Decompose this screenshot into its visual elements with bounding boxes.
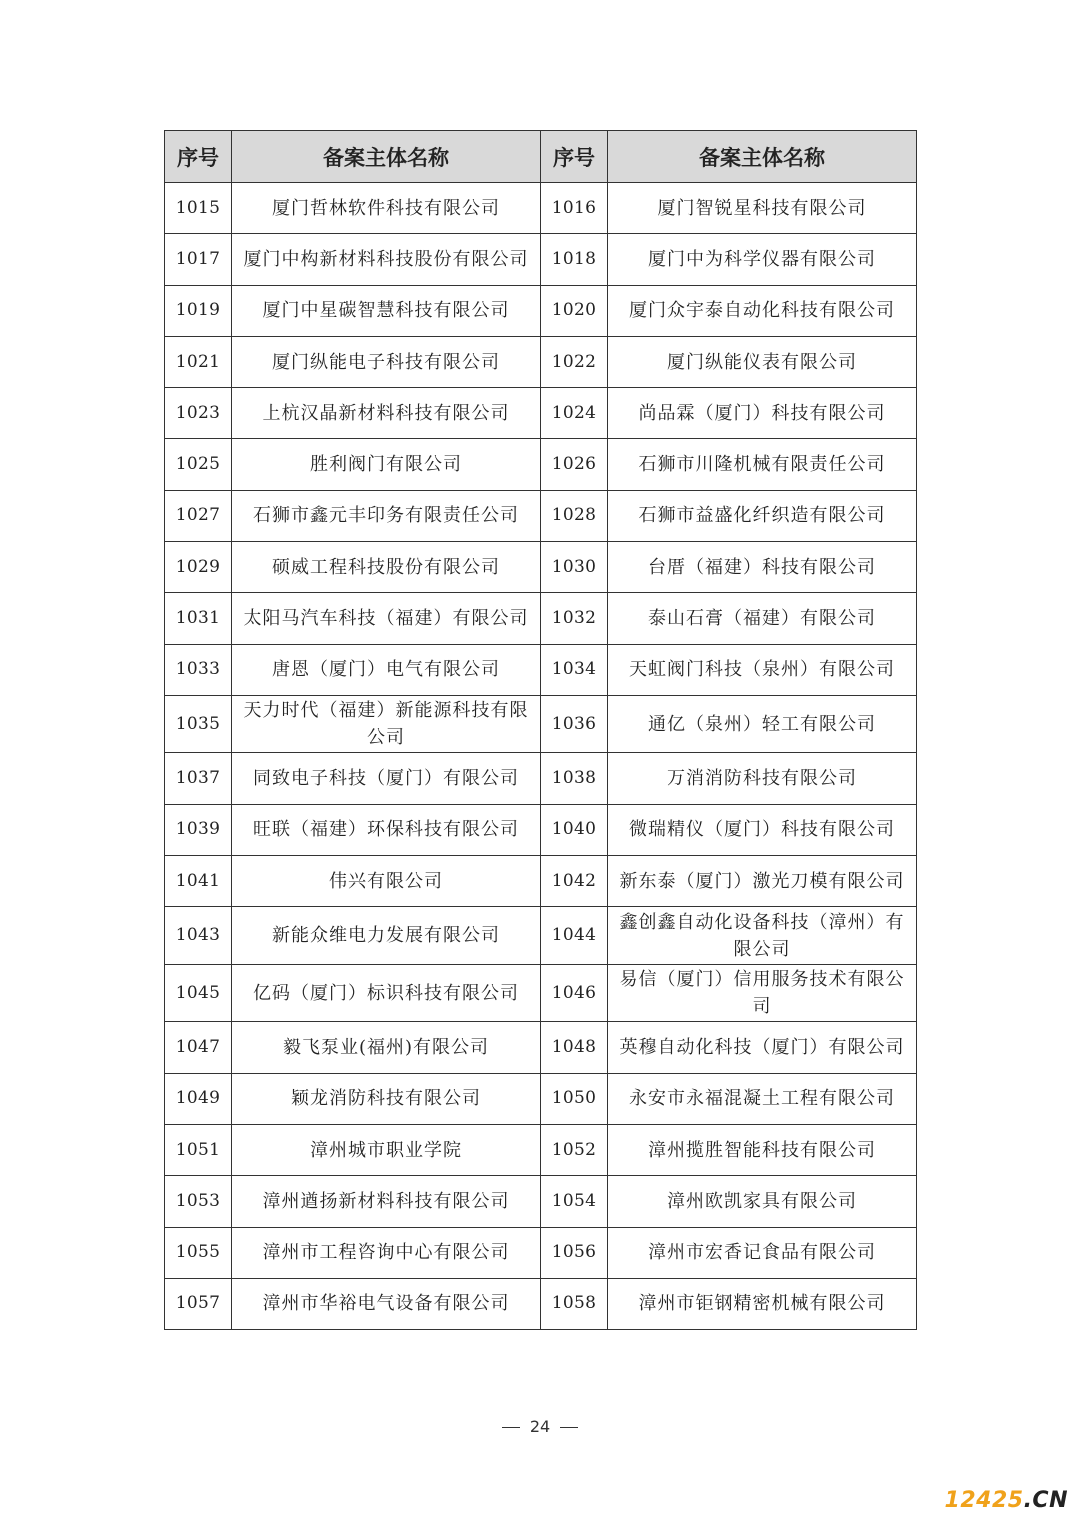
header-entity-name-left: 备案主体名称 <box>232 131 541 183</box>
table-row <box>165 388 917 439</box>
entity-name-cell: 厦门纵能仪表有限公司 <box>608 336 917 387</box>
entity-name-cell: 太阳马汽车科技（福建）有限公司 <box>232 593 541 644</box>
seq-number-cell: 1031 <box>165 593 232 644</box>
seq-number-cell: 1046 <box>541 964 608 1022</box>
seq-number-cell: 1023 <box>165 388 232 439</box>
entity-name-cell: 通亿（泉州）轻工有限公司 <box>608 695 917 753</box>
seq-number-cell: 1039 <box>165 804 232 855</box>
seq-number-cell: 1017 <box>165 234 232 285</box>
seq-number-cell: 1019 <box>165 285 232 336</box>
entity-name-cell: 颖龙消防科技有限公司 <box>232 1073 541 1124</box>
seq-number-cell: 1037 <box>165 753 232 804</box>
entity-name-cell: 漳州市钜钢精密机械有限公司 <box>608 1278 917 1329</box>
table-row <box>165 644 917 695</box>
entity-name-cell: 伟兴有限公司 <box>232 856 541 907</box>
table-row <box>165 542 917 593</box>
seq-number-cell: 1027 <box>165 490 232 541</box>
seq-number-cell: 1058 <box>541 1278 608 1329</box>
entity-name-cell: 石狮市益盛化纤织造有限公司 <box>608 490 917 541</box>
seq-number-cell: 1029 <box>165 542 232 593</box>
seq-number-cell: 1018 <box>541 234 608 285</box>
seq-number-cell: 1050 <box>541 1073 608 1124</box>
page-number-dash-right <box>560 1427 578 1428</box>
seq-number-cell: 1024 <box>541 388 608 439</box>
entity-name-cell: 新东泰（厦门）激光刀模有限公司 <box>608 856 917 907</box>
seq-number-cell: 1030 <box>541 542 608 593</box>
seq-number-cell: 1035 <box>165 695 232 753</box>
seq-number-cell: 1034 <box>541 644 608 695</box>
seq-number-cell: 1044 <box>541 907 608 965</box>
entity-name-cell: 上杭汉晶新材料科技有限公司 <box>232 388 541 439</box>
entity-name-cell: 漳州城市职业学院 <box>232 1124 541 1175</box>
seq-number-cell: 1047 <box>165 1022 232 1073</box>
seq-number-cell: 1053 <box>165 1176 232 1227</box>
table-row <box>165 285 917 336</box>
page-number-text: 24 <box>529 1417 551 1436</box>
entity-name-cell: 唐恩（厦门）电气有限公司 <box>232 644 541 695</box>
entity-name-cell: 台厝（福建）科技有限公司 <box>608 542 917 593</box>
table-body <box>165 183 917 1330</box>
entity-name-cell: 厦门哲林软件科技有限公司 <box>232 183 541 234</box>
entity-name-cell: 鑫创鑫自动化设备科技（漳州）有限公司 <box>608 907 917 965</box>
entity-name-cell: 尚品霖（厦门）科技有限公司 <box>608 388 917 439</box>
header-seq-left: 序号 <box>165 131 232 183</box>
table-row <box>165 1124 917 1175</box>
entity-name-cell: 厦门中星碳智慧科技有限公司 <box>232 285 541 336</box>
table-row <box>165 695 917 753</box>
seq-number-cell: 1032 <box>541 593 608 644</box>
table-row <box>165 907 917 965</box>
seq-number-cell: 1048 <box>541 1022 608 1073</box>
registration-table <box>164 130 917 1330</box>
table-row <box>165 439 917 490</box>
table-row <box>165 593 917 644</box>
seq-number-cell: 1022 <box>541 336 608 387</box>
entity-name-cell: 天虹阀门科技（泉州）有限公司 <box>608 644 917 695</box>
entity-name-cell: 泰山石膏（福建）有限公司 <box>608 593 917 644</box>
entity-name-cell: 胜利阀门有限公司 <box>232 439 541 490</box>
entity-name-cell: 漳州揽胜智能科技有限公司 <box>608 1124 917 1175</box>
page-number-dash-left <box>502 1427 520 1428</box>
seq-number-cell: 1041 <box>165 856 232 907</box>
site-watermark-logo <box>945 1488 1068 1513</box>
table-row <box>165 1022 917 1073</box>
entity-name-cell: 旺联（福建）环保科技有限公司 <box>232 804 541 855</box>
watermark-suffix-text: .CN <box>1023 1488 1068 1513</box>
table-row <box>165 804 917 855</box>
entity-name-cell: 万消消防科技有限公司 <box>608 753 917 804</box>
entity-name-cell: 易信（厦门）信用服务技术有限公司 <box>608 964 917 1022</box>
seq-number-cell: 1020 <box>541 285 608 336</box>
seq-number-cell: 1043 <box>165 907 232 965</box>
entity-name-cell: 厦门众宇泰自动化科技有限公司 <box>608 285 917 336</box>
seq-number-cell: 1042 <box>541 856 608 907</box>
header-entity-name-right: 备案主体名称 <box>608 131 917 183</box>
entity-name-cell: 英穆自动化科技（厦门）有限公司 <box>608 1022 917 1073</box>
table-row <box>165 234 917 285</box>
entity-name-cell: 漳州市宏香记食品有限公司 <box>608 1227 917 1278</box>
table-row <box>165 336 917 387</box>
seq-number-cell: 1052 <box>541 1124 608 1175</box>
entity-name-cell: 漳州市华裕电气设备有限公司 <box>232 1278 541 1329</box>
page-number <box>0 1417 1080 1436</box>
table-row <box>165 183 917 234</box>
seq-number-cell: 1026 <box>541 439 608 490</box>
seq-number-cell: 1055 <box>165 1227 232 1278</box>
table-row <box>165 1176 917 1227</box>
table-row <box>165 964 917 1022</box>
seq-number-cell: 1028 <box>541 490 608 541</box>
seq-number-cell: 1038 <box>541 753 608 804</box>
seq-number-cell: 1049 <box>165 1073 232 1124</box>
entity-name-cell: 石狮市鑫元丰印务有限责任公司 <box>232 490 541 541</box>
entity-name-cell: 永安市永福混凝土工程有限公司 <box>608 1073 917 1124</box>
entity-name-cell: 厦门纵能电子科技有限公司 <box>232 336 541 387</box>
entity-name-cell: 厦门智锐星科技有限公司 <box>608 183 917 234</box>
table-row <box>165 856 917 907</box>
seq-number-cell: 1016 <box>541 183 608 234</box>
table-header-row <box>165 131 917 183</box>
watermark-main-text: 12425 <box>944 1488 1024 1513</box>
seq-number-cell: 1057 <box>165 1278 232 1329</box>
table-row <box>165 1073 917 1124</box>
seq-number-cell: 1015 <box>165 183 232 234</box>
seq-number-cell: 1025 <box>165 439 232 490</box>
seq-number-cell: 1056 <box>541 1227 608 1278</box>
entity-name-cell: 厦门中构新材料科技股份有限公司 <box>232 234 541 285</box>
entity-name-cell: 漳州遒扬新材料科技有限公司 <box>232 1176 541 1227</box>
table-row <box>165 753 917 804</box>
entity-name-cell: 毅飞泵业(福州)有限公司 <box>232 1022 541 1073</box>
seq-number-cell: 1033 <box>165 644 232 695</box>
entity-name-cell: 硕威工程科技股份有限公司 <box>232 542 541 593</box>
table-row <box>165 490 917 541</box>
table-row <box>165 1278 917 1329</box>
seq-number-cell: 1021 <box>165 336 232 387</box>
entity-name-cell: 天力时代（福建）新能源科技有限公司 <box>232 695 541 753</box>
entity-name-cell: 漳州欧凯家具有限公司 <box>608 1176 917 1227</box>
seq-number-cell: 1036 <box>541 695 608 753</box>
seq-number-cell: 1045 <box>165 964 232 1022</box>
seq-number-cell: 1040 <box>541 804 608 855</box>
table-row <box>165 1227 917 1278</box>
entity-name-cell: 漳州市工程咨询中心有限公司 <box>232 1227 541 1278</box>
entity-name-cell: 新能众维电力发展有限公司 <box>232 907 541 965</box>
entity-name-cell: 厦门中为科学仪器有限公司 <box>608 234 917 285</box>
seq-number-cell: 1054 <box>541 1176 608 1227</box>
seq-number-cell: 1051 <box>165 1124 232 1175</box>
entity-name-cell: 亿码（厦门）标识科技有限公司 <box>232 964 541 1022</box>
entity-name-cell: 石狮市川隆机械有限责任公司 <box>608 439 917 490</box>
entity-name-cell: 同致电子科技（厦门）有限公司 <box>232 753 541 804</box>
header-seq-right: 序号 <box>541 131 608 183</box>
entity-name-cell: 微瑞精仪（厦门）科技有限公司 <box>608 804 917 855</box>
